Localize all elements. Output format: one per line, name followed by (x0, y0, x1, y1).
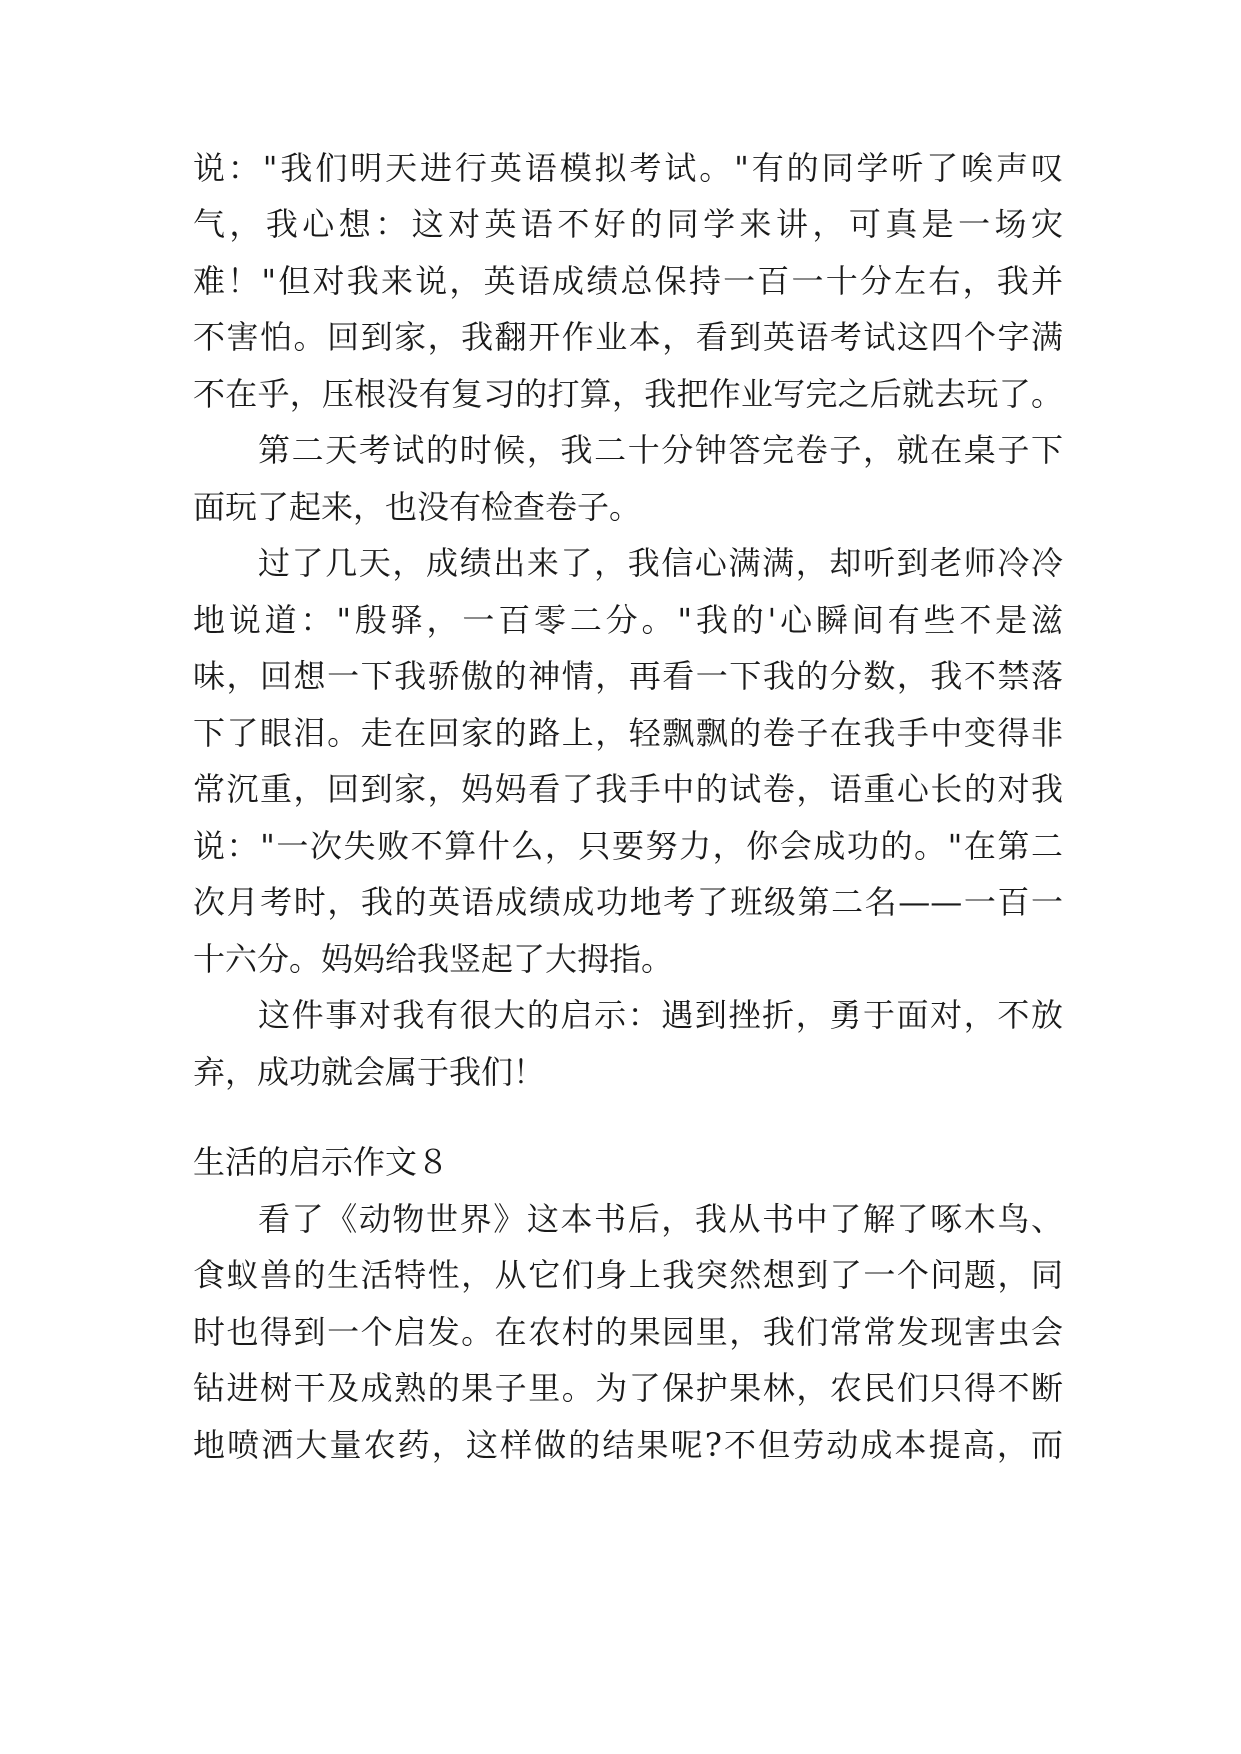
text-line: 不害怕。回到家，我翻开作业本，看到英语考试这四个字满 (193, 318, 1063, 356)
text-line: 第二天考试的时候，我二十分钟答完卷子，就在桌子下 (258, 431, 1063, 469)
text-line: 常沉重，回到家，妈妈看了我手中的试卷，语重心长的对我 (193, 770, 1063, 808)
text-line: 难！"但对我来说，英语成绩总保持一百一十分左右，我并 (193, 262, 1063, 300)
text-line: 看了《动物世界》这本书后，我从书中了解了啄木鸟、 (258, 1200, 1063, 1238)
text-line: 不在乎，压根没有复习的打算，我把作业写完之后就去玩了。 (193, 375, 1063, 413)
text-line: 食蚁兽的生活特性，从它们身上我突然想到了一个问题，同 (193, 1256, 1063, 1294)
text-line: 钻进树干及成熟的果子里。为了保护果林，农民们只得不断 (193, 1369, 1063, 1407)
section-heading: 生活的启示作文８ (193, 1143, 450, 1181)
text-line: 这件事对我有很大的启示：遇到挫折，勇于面对，不放 (258, 996, 1063, 1034)
text-line: 下了眼泪。走在回家的路上，轻飘飘的卷子在我手中变得非 (193, 714, 1063, 752)
text-line: 味，回想一下我骄傲的神情，再看一下我的分数，我不禁落 (193, 657, 1063, 695)
text-line: 过了几天，成绩出来了，我信心满满，却听到老师冷冷 (258, 544, 1063, 582)
text-line: 十六分。妈妈给我竖起了大拇指。 (193, 940, 674, 978)
text-line: 说："一次失败不算什么，只要努力，你会成功的。"在第二 (193, 827, 1063, 865)
text-line: 说："我们明天进行英语模拟考试。"有的同学听了唉声叹 (193, 149, 1063, 187)
text-line: 次月考时，我的英语成绩成功地考了班级第二名——一百一 (193, 883, 1063, 921)
text-line: 面玩了起来，也没有检查卷子。 (193, 488, 642, 526)
text-line: 地说道："殷驿，一百零二分。"我的'心瞬间有些不是滋 (193, 601, 1063, 639)
text-line: 时也得到一个启发。在农村的果园里，我们常常发现害虫会 (193, 1313, 1063, 1351)
text-line: 气，我心想：这对英语不好的同学来讲，可真是一场灾 (193, 205, 1063, 243)
text-line: 弃，成功就会属于我们！ (193, 1053, 546, 1091)
text-line: 地喷洒大量农药，这样做的结果呢?不但劳动成本提高，而 (193, 1426, 1063, 1464)
